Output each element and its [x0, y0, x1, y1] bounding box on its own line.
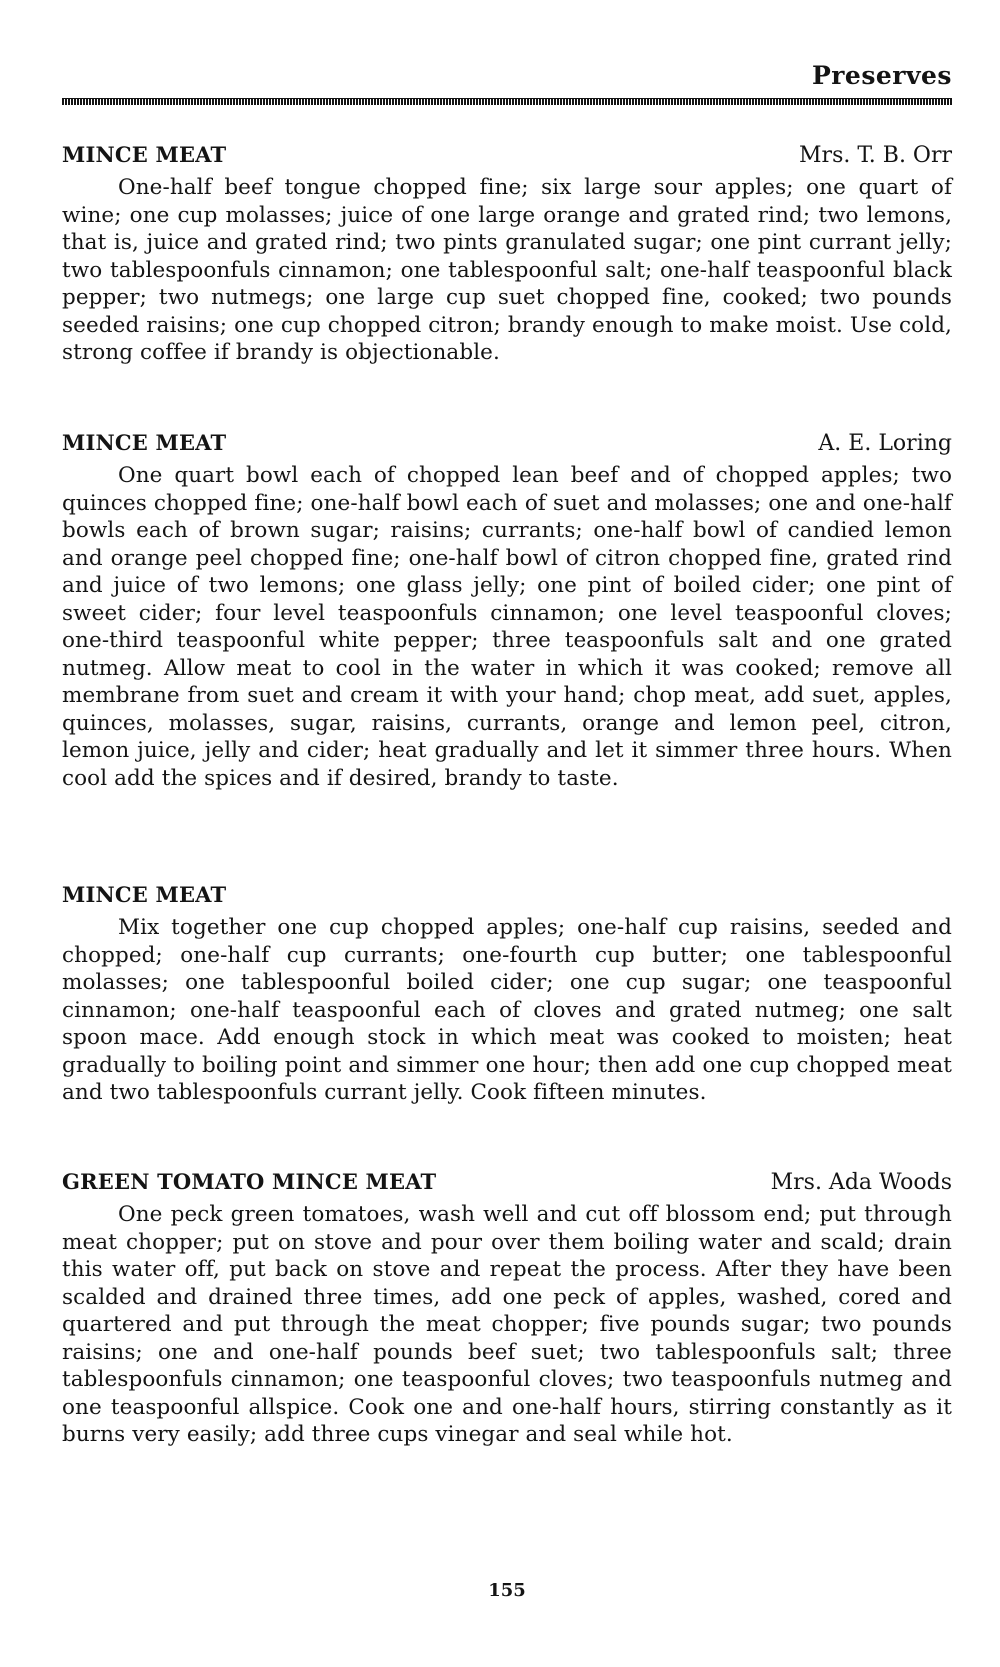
recipe-title: GREEN TOMATO MINCE MEAT: [62, 1169, 437, 1194]
recipe-title: MINCE MEAT: [62, 142, 227, 167]
recipe-text: One quart bowl each of chopped lean beef and of chopped apples; two quinces chopped fine; one-half bowl each of suet and molasses; one and one-half bowls each of brown sugar; raisins; currants; one-half bowl of candied lemon and orange peel chopped fine; one-half bowl of citron chopped fine, grated rind and juice of two lemons; one glass jelly; one pint of boiled cider; one pint of sweet cider; four level teaspoonfuls cinnamon; one level teaspoonful cloves; one-third teaspoonful white pepper; three teaspoonfuls salt and one grated nutmeg. Allow meat to cool in the water in which it was cooked; remove all membrane from suet and cream it with your hand; chop meat, add suet, apples, quinces, molasses, sugar, raisins, currants, orange and lemon peel, citron, lemon juice, jelly and cider; heat gradually and let it simmer three hours. When cool add the spices and if desired, brandy to taste.: [62, 463, 952, 791]
page-number: 155: [488, 1580, 526, 1601]
recipe-author: Mrs. T. B. Orr: [799, 143, 952, 168]
recipe-title: MINCE MEAT: [62, 882, 227, 907]
recipe-mince-meat-plain: [62, 880, 952, 1107]
recipe-mince-meat-orr: [62, 140, 952, 367]
recipe-author: Mrs. Ada Woods: [770, 1170, 952, 1195]
recipe-text: Mix together one cup chopped apples; one-half cup raisins, seeded and chopped; one-half cup currants; one-fourth cup butter; one tablespoonful molasses; one tablespoonful boiled cider; one cup sugar; one teaspoonful cinnamon; one-half teaspoonful each of cloves and grated nutmeg; one salt spoon mace. Add enough stock in which meat was cooked to moisten; heat gradually to boiling point and simmer one hour; then add one cup chopped meat and two tablespoonfuls currant jelly. Cook fifteen minutes.: [62, 915, 952, 1105]
recipe-mince-meat-loring: [62, 428, 952, 792]
recipe-title: MINCE MEAT: [62, 430, 227, 455]
book-page: [62, 60, 952, 1601]
recipe-author: A. E. Loring: [818, 431, 952, 456]
header-rule: [62, 98, 952, 105]
recipe-text: One peck green tomatoes, wash well and cut off blossom end; put through meat chopper; put on stove and pour over them boiling water and scald; drain this water off, put back on stove and repeat the process. After they have been scalded and drained three times, add one peck of apples, washed, cored and quartered and put through the meat chopper; five pounds sugar; two pounds raisins; one and one-half pounds beef suet; two tablespoonfuls salt; three tablespoonfuls cinnamon; one teaspoonful cloves; two teaspoonfuls nutmeg and one teaspoonful allspice. Cook one and one-half hours, stirring constantly as it burns very easily; add three cups vinegar and seal while hot.: [62, 1202, 952, 1447]
section-title: Preserves: [811, 61, 952, 90]
recipe-text: One-half beef tongue chopped fine; six large sour apples; one quart of wine; one cup molasses; juice of one large orange and grated rind; two lemons, that is, juice and grated rind; two pints granulated sugar; one pint currant jelly; two tablespoonfuls cinnamon; one tablespoonful salt; one-half teaspoonful black pepper; two nutmegs; one large cup suet chopped fine, cooked; two pounds seeded raisins; one cup chopped citron; brandy enough to make moist. Use cold, strong coffee if brandy is objectionable.: [62, 175, 952, 365]
recipe-green-tomato-mince-meat: [62, 1167, 952, 1449]
